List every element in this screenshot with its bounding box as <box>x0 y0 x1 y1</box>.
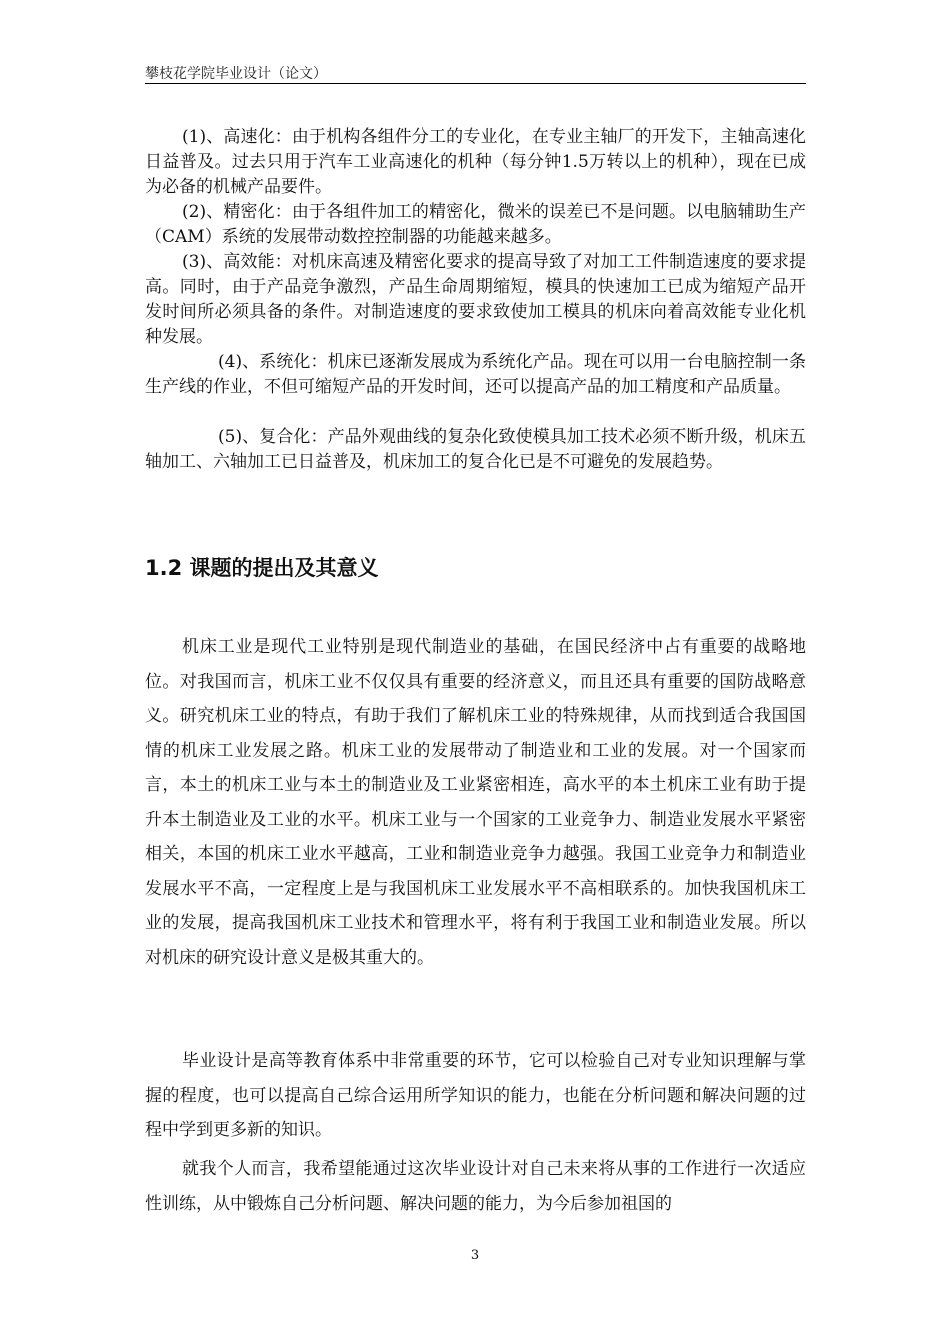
header-divider <box>145 83 806 84</box>
list-item-high-speed: (1)、高速化：由于机构各组件分工的专业化，在专业主轴厂的开发下，主轴高速化日益普及。过去只用于汽车工业高速化的机种（每分钟1.5万转以上的机种），现在已成为必备的机械产品要件。 <box>145 127 806 197</box>
body-paragraph-significance: 机床工业是现代工业特别是现代制造业的基础，在国民经济中占有重要的战略地位。对我国而言，机床工业不仅仅具有重要的经济意义，而且还具有重要的国防战略意义。研究机床工业的特点，有助于我们了解机床工业的特殊规律，从而找到适合我国国情的机床工业发展之路。机床工业的发展带动了制造业和工业的发展。对一个国家而言，本土的机床工业与本土的制造业及工业紧密相连，高水平的本土机床工业有助于提升本土制造业及工业的水平。机床工业与一个国家的工业竞争力、制造业发展水平紧密相关，本国的机床工业水平越高，工业和制造业竞争力越强。我国工业竞争力和制造业发展水平不高，一定程度上是与我国机床工业发展水平不高相联系的。加快我国机床工业的发展，提高我国机床工业技术和管理水平，将有利于我国工业和制造业发展。所以对机床的研究设计意义是极其重大的。 <box>145 637 806 968</box>
list-item-compounding: (5)、复合化：产品外观曲线的复杂化致使模具加工技术必须不断升级，机床五轴加工、六轴加工已日益普及，机床加工的复合化已是不可避免的发展趋势。 <box>145 427 806 472</box>
body-paragraph-personal: 就我个人而言，我希望能通过这次毕业设计对自己未来将从事的工作进行一次适应性训练，从中锻炼自己分析问题、解决问题的能力，为今后参加祖国的 <box>145 1159 806 1214</box>
section-heading: 1.2 课题的提出及其意义 <box>145 556 379 580</box>
body-paragraph-graduation-design: 毕业设计是高等教育体系中非常重要的环节，它可以检验自己对专业知识理解与掌握的程度，也可以提高自己综合运用所学知识的能力，也能在分析问题和解决问题的过程中学到更多新的知识。 <box>145 1051 806 1140</box>
page-number: 3 <box>470 1248 480 1263</box>
list-item-efficiency: (3)、高效能：对机床高速及精密化要求的提高导致了对加工工件制造速度的要求提高。同时，由于产品竞争激烈，产品生命周期缩短，模具的快速加工已成为缩短产品开发时间所必须具备的条件。对制造速度的要求致使加工模具的机床向着高效能专业化机种发展。 <box>145 252 806 347</box>
list-item-precision: (2)、精密化：由于各组件加工的精密化，微米的误差已不是问题。以电脑辅助生产（CAM）系统的发展带动数控控制器的功能越来越多。 <box>145 202 806 247</box>
page-header: 攀枝花学院毕业设计（论文） <box>145 66 327 82</box>
list-item-systematization: (4)、系统化：机床已逐渐发展成为系统化产品。现在可以用一台电脑控制一条生产线的作业，不但可缩短产品的开发时间，还可以提高产品的加工精度和产品质量。 <box>145 352 806 397</box>
